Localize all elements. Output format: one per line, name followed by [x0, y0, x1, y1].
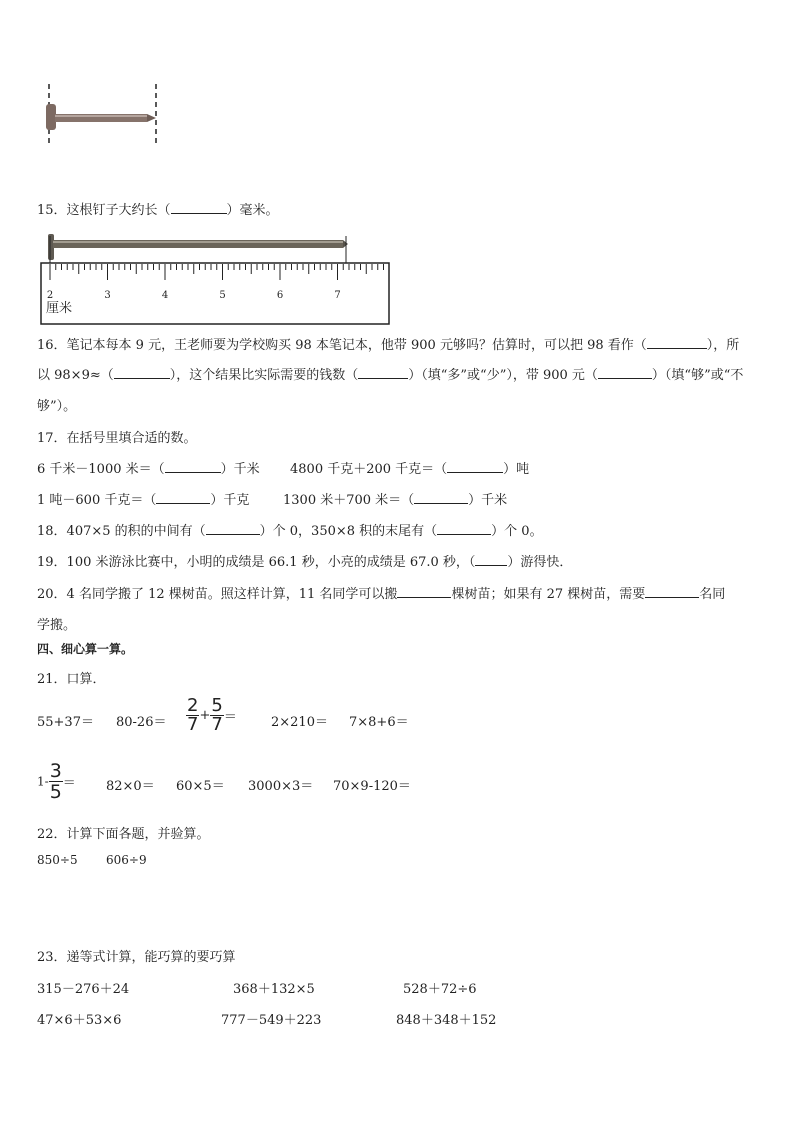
question-18 [37, 520, 543, 539]
answer-blank[interactable] [647, 336, 707, 349]
question-16-line2 [37, 364, 743, 383]
answer-blank[interactable] [447, 460, 503, 473]
answer-blank[interactable] [475, 553, 507, 566]
answer-blank[interactable] [437, 522, 491, 535]
q17-text: ）吨 [503, 462, 530, 477]
q21-item: 80-26＝ [116, 715, 167, 730]
question-20-line1 [37, 583, 725, 602]
answer-blank[interactable] [414, 491, 468, 504]
q23-item: 368＋132×5 [233, 982, 315, 997]
q19-text: 19．100 米游泳比赛中，小明的成绩是 66.1 秒，小亮的成绩是 67.0 秒，（ [37, 555, 476, 570]
question-17-row2b [283, 489, 507, 508]
q15-text-after: ）毫米。 [226, 203, 279, 218]
q15-text-before: 15．这根钉子大约长（ [37, 203, 171, 218]
question-19 [37, 551, 572, 570]
q23-item: 47×6＋53×6 [37, 1013, 122, 1028]
q21-item: 70×9-120＝ [333, 779, 411, 794]
q23-item: 848＋348＋152 [396, 1013, 497, 1028]
q17-text: ）千克 [210, 493, 250, 508]
fraction: $\frac{2}{7}$ [187, 695, 199, 735]
q21-item: 2×210＝ [271, 715, 328, 730]
ruler-tick-label: 2 [46, 290, 54, 301]
question-17-title: 17．在括号里填合适的数。 [37, 431, 197, 446]
fraction: $\frac{5}{7}$ [211, 695, 223, 735]
answer-blank[interactable] [206, 522, 260, 535]
fraction: $\frac{3}{5}$ [49, 760, 62, 803]
answer-blank[interactable] [645, 585, 699, 598]
answer-blank[interactable] [165, 460, 221, 473]
q17-text: 6 千米－1000 米＝（ [37, 462, 165, 477]
ruler-figure [40, 230, 392, 326]
q20-text: 棵树苗；如果有 27 棵树苗，需要 [451, 587, 646, 602]
q16-text-4: ），这个结果比实际需要的钱数（ [169, 368, 359, 383]
q22-item: 850÷5 [37, 853, 78, 867]
q21-item: 3000×3＝ [248, 779, 314, 794]
question-17-row1b [290, 458, 529, 477]
question-23-title: 23．递等式计算，能巧算的要巧算 [37, 950, 236, 965]
section-4-heading: 四、细心算一算。 [37, 642, 134, 656]
ruler-tick-label: 3 [104, 290, 111, 301]
ruler-unit-label: 厘米 [46, 301, 73, 316]
q19-text: ）游得快． [507, 555, 573, 570]
answer-blank[interactable] [114, 366, 170, 379]
q17-text: 1300 米＋700 米＝（ [283, 493, 415, 508]
q16-text-6: ）（填“够”或“不 [651, 368, 744, 383]
q23-item: 315－276＋24 [37, 982, 130, 997]
question-22-title: 22．计算下面各题，并验算。 [37, 827, 210, 842]
answer-blank[interactable] [598, 366, 652, 379]
answer-blank[interactable] [171, 201, 227, 214]
q22-item: 606÷9 [106, 853, 147, 867]
q23-item: 777－549＋223 [221, 1013, 322, 1028]
q21-item: 82×0＝ [106, 779, 155, 794]
q17-text: ）千米 [468, 493, 508, 508]
q17-text: 1 吨－600 千克＝（ [37, 493, 157, 508]
q21-fraction-expression-2: 1- $\frac{3}{5}$ ＝ [37, 760, 76, 803]
question-16-line1 [37, 334, 739, 353]
question-20-line2: 学搬。 [37, 618, 77, 633]
ruler-tick-label: 6 [276, 290, 284, 301]
q17-text: ）千米 [220, 462, 260, 477]
answer-blank[interactable] [397, 585, 451, 598]
question-21-title: 21．口算． [37, 672, 106, 687]
question-17-row2 [37, 489, 249, 508]
q21-item: 55+37＝ [37, 715, 94, 730]
q16-text-5: ）（填“多”或“少”），带 900 元（ [408, 368, 598, 383]
q16-text-3: 以 98×9≈（ [37, 368, 114, 383]
q17-text: 4800 千克＋200 千克＝（ [290, 462, 448, 477]
q20-text: 20．4 名同学搬了 12 棵树苗。照这样计算，11 名同学可以搬 [37, 587, 398, 602]
q21-fraction-expression: $\frac{2}{7}$ + $\frac{5}{7}$ ＝ [187, 695, 237, 735]
nail-image-top [40, 82, 165, 148]
question-16-line3: 够”）。 [37, 399, 77, 414]
q21-item: 7×8+6＝ [349, 715, 409, 730]
q21-item: 60×5＝ [176, 779, 225, 794]
q16-text-2: ），所 [706, 338, 740, 353]
q16-text-1: 16．笔记本每本 9 元，王老师要为学校购买 98 本笔记本，他带 900 元够吗？估算时，可以把 98 看作（ [37, 338, 647, 353]
q20-text: 名同 [699, 587, 726, 602]
q18-text: ）个 0，350×8 积的末尾有（ [259, 524, 438, 539]
ruler-tick-label: 7 [334, 290, 341, 301]
ruler-tick-label: 4 [161, 290, 169, 301]
ruler-svg [40, 230, 392, 326]
q18-text: 18．407×5 的积的中间有（ [37, 524, 206, 539]
q18-text: ）个 0。 [491, 524, 543, 539]
ruler-tick-label: 5 [219, 290, 226, 301]
question-15 [37, 199, 279, 218]
question-17-row1 [37, 458, 260, 477]
q23-item: 528＋72÷6 [403, 982, 477, 997]
answer-blank[interactable] [358, 366, 408, 379]
answer-blank[interactable] [156, 491, 210, 504]
